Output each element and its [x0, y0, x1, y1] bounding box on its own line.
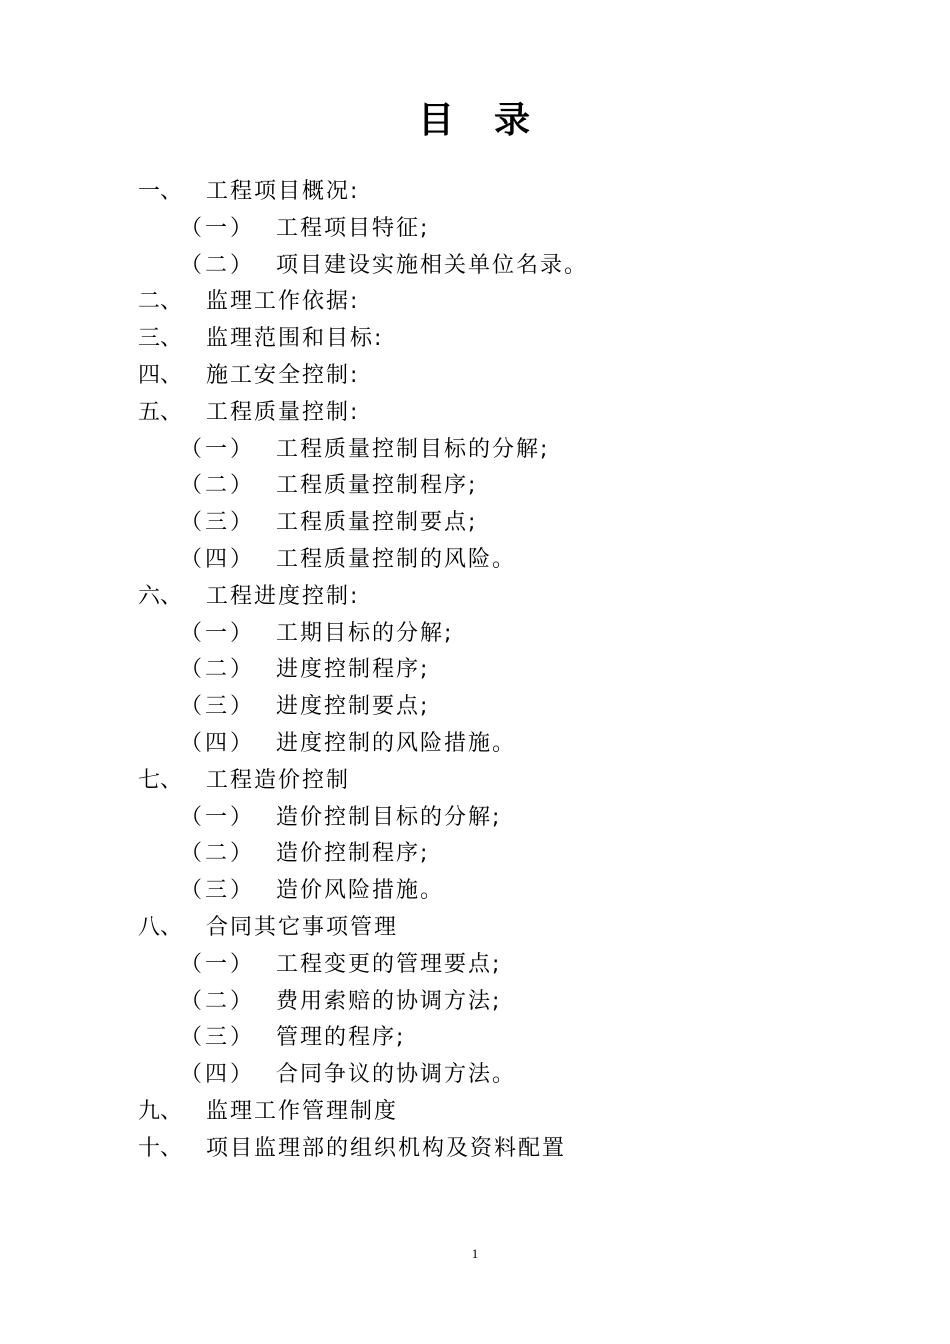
toc-item-number: 一、 — [138, 179, 183, 204]
toc-item-text: 进度控制要点; — [276, 694, 430, 720]
toc-item-text: 监理范围和目标: — [206, 326, 384, 352]
toc-item-number: 八、 — [138, 915, 183, 940]
toc-item-text: 施工安全控制: — [206, 363, 360, 388]
toc-item-text: 监理工作依据: — [206, 289, 360, 315]
toc-item-text: 造价风险措施。 — [276, 878, 445, 904]
toc-item-number: 三、 — [138, 326, 183, 352]
toc-item-number: （二） — [180, 988, 256, 1014]
toc-item-text: 工程造价控制 — [206, 767, 351, 793]
toc-item-number: 十、 — [138, 1135, 183, 1161]
toc-item-text: 造价控制目标的分解; — [276, 804, 502, 830]
toc-item-text: 费用索赔的协调方法; — [276, 988, 502, 1014]
toc-item-text: 造价控制程序; — [276, 841, 430, 867]
toc-item-number: （三） — [180, 510, 256, 536]
toc-item-number: （一） — [180, 620, 256, 646]
toc-item-number: （三） — [180, 1025, 256, 1051]
toc-item-text: 工程质量控制程序; — [276, 473, 478, 499]
toc-item-text: 进度控制的风险措施。 — [276, 731, 517, 756]
toc-item-text: 管理的程序; — [276, 1025, 406, 1051]
toc-item-number: （三） — [180, 878, 256, 904]
toc-item-number: 四、 — [138, 363, 183, 388]
toc-item-text: 工期目标的分解; — [276, 620, 454, 646]
toc-item-number: 五、 — [138, 399, 183, 425]
toc-item-number: 七、 — [138, 767, 183, 793]
toc-item-number: （二） — [180, 657, 256, 683]
page-number: 1 — [471, 1246, 479, 1261]
toc-item-text: 工程项目概况: — [206, 179, 360, 204]
toc-item-text: 工程项目特征; — [276, 215, 430, 241]
toc-item-number: （四） — [180, 547, 256, 572]
page-title: 目 录 — [417, 99, 532, 141]
toc-item-text: 项目建设实施相关单位名录。 — [276, 252, 589, 278]
toc-item-number: （四） — [180, 731, 256, 756]
toc-item-number: （二） — [180, 473, 256, 499]
toc-item-number: 二、 — [138, 289, 183, 315]
toc-item-number: （一） — [180, 215, 256, 241]
toc-item-number: 六、 — [138, 583, 183, 609]
toc-item-number: （二） — [180, 252, 256, 278]
toc-item-text: 合同其它事项管理 — [206, 915, 399, 940]
toc-item-text: 工程进度控制: — [206, 583, 360, 609]
toc-item-text: 工程质量控制的风险。 — [276, 547, 517, 572]
toc-item-text: 工程质量控制: — [206, 399, 360, 425]
toc-item-number: （一） — [180, 804, 256, 830]
toc-item-text: 工程质量控制目标的分解; — [276, 436, 550, 462]
toc-item-number: （四） — [180, 1062, 256, 1088]
toc-item-number: （三） — [180, 694, 256, 720]
toc-item-number: 九、 — [138, 1099, 183, 1124]
toc-item-text: 工程变更的管理要点; — [276, 951, 502, 977]
toc-item-number: （一） — [180, 951, 256, 977]
toc-item-text: 工程质量控制要点; — [276, 510, 478, 536]
toc-item-text: 监理工作管理制度 — [206, 1099, 399, 1124]
toc-item-text: 进度控制程序; — [276, 657, 430, 683]
toc-item-number: （一） — [180, 436, 256, 462]
toc-item-text: 合同争议的协调方法。 — [276, 1062, 517, 1088]
toc-item-number: （二） — [180, 841, 256, 867]
toc-item-text: 项目监理部的组织机构及资料配置 — [206, 1135, 567, 1161]
